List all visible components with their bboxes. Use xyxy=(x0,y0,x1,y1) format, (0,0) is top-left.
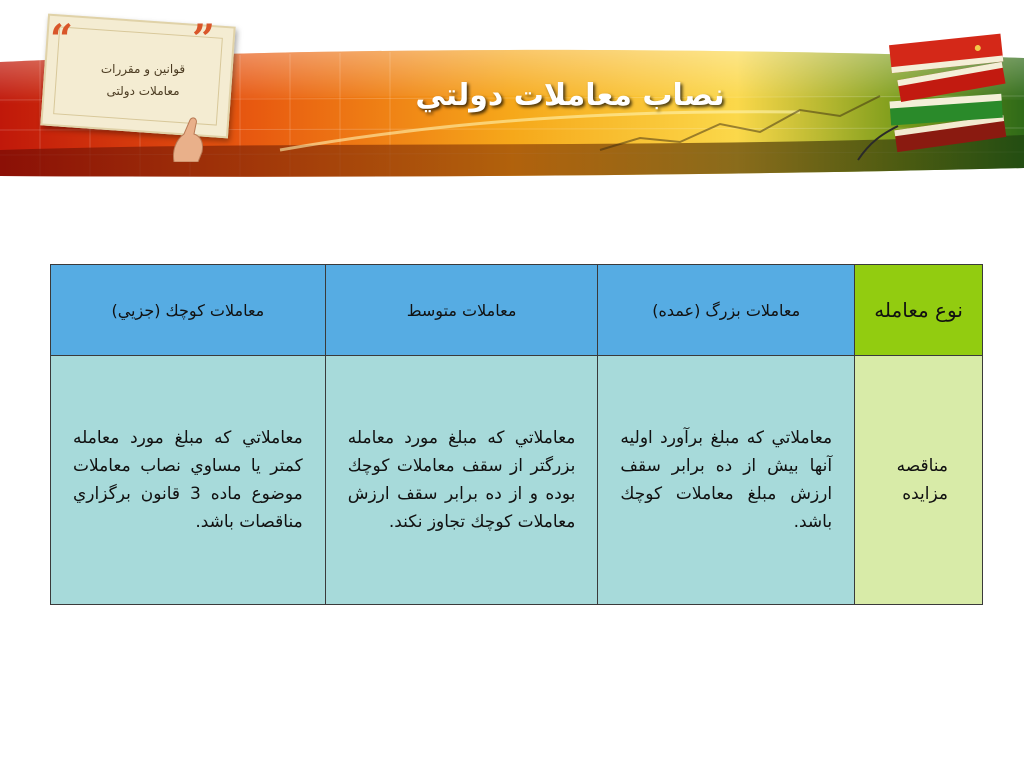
cell-big: معاملاتي كه مبلغ برآورد اوليه آنها بيش از ده برابر سقف ارزش مبلغ معاملات كوچك باشد. xyxy=(598,356,855,605)
note-text xyxy=(84,58,202,102)
cell-medium: معاملاتي كه مبلغ مورد معامله بزرگتر از سقف معاملات كوچك بوده و از ده برابر سقف ارزش معاملات كوچك تجاوز نكند. xyxy=(325,356,598,605)
table-header-row xyxy=(51,265,983,356)
cell-type: مناقصه مزايده xyxy=(855,356,983,605)
contracts-threshold-table xyxy=(50,264,983,605)
quote-open-icon: “ xyxy=(50,16,74,63)
header-cell-type: نوع معامله xyxy=(855,265,983,356)
header-cell-big: معاملات بزرگ (عمده) xyxy=(598,265,855,356)
stack-of-books-icon xyxy=(850,22,1015,162)
hand-holding-note-icon xyxy=(168,116,216,162)
header-cell-small: معاملات كوچك (جزيي) xyxy=(51,265,326,356)
header-cell-medium: معاملات متوسط xyxy=(325,265,598,356)
note-line-1: قوانين و مقررات xyxy=(100,62,186,76)
cell-small: معاملاتي كه مبلغ مورد معامله كمتر يا مساوي نصاب معاملات موضوع ماده 3 قانون برگزاري مناقصات باشد. xyxy=(51,356,326,605)
note-line-2: معاملات دولتی xyxy=(106,84,180,98)
quote-close-icon: ” xyxy=(192,16,216,63)
table-row xyxy=(51,356,983,605)
page-title: نصاب معاملات دولتي xyxy=(415,78,725,113)
